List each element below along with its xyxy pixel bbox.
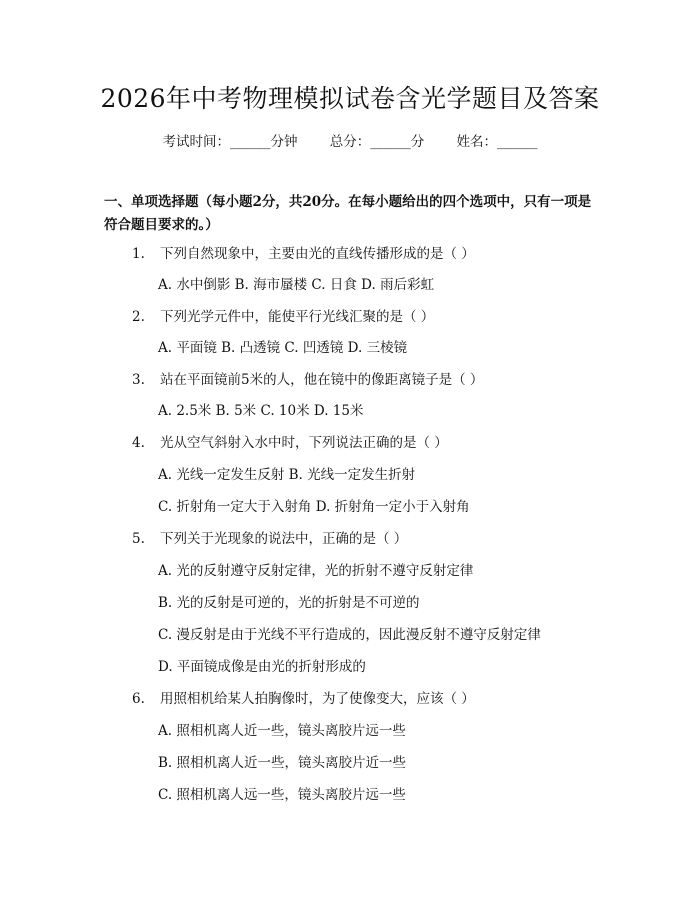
exam-name-field: 姓名：______ [456, 134, 538, 150]
question-5-option-d: D. 平面镜成像是由光的折射形成的 [158, 659, 366, 675]
page-title: 2026年中考物理模拟试卷含光学题目及答案 [100, 84, 600, 113]
question-5-option-b: B. 光的反射是可逆的，光的折射是不可逆的 [158, 595, 420, 611]
question-1 [132, 244, 475, 264]
question-4 [132, 433, 448, 453]
question-number: 4. [132, 435, 145, 451]
question-number: 6. [132, 691, 145, 707]
question-3-options: A. 2.5米 B. 5米 C. 10米 D. 15米 [158, 403, 364, 419]
exam-time: 考试时间：______分钟 [162, 134, 298, 150]
question-3 [132, 370, 483, 390]
question-text: 下列关于光现象的说法中，正确的是（ ） [160, 531, 408, 547]
question-text: 站在平面镜前5米的人，他在镜中的像距离镜子是（ ） [160, 372, 484, 388]
question-2-options: A. 平面镜 B. 凸透镜 C. 凹透镜 D. 三棱镜 [158, 340, 408, 356]
question-text: 用照相机给某人拍胸像时，为了使像变大，应该（ ） [160, 691, 475, 707]
question-2 [132, 307, 434, 327]
question-4-options-ab: A. 光线一定发生反射 B. 光线一定发生折射 [158, 467, 416, 483]
question-number: 5. [132, 531, 145, 547]
question-5-option-a: A. 光的反射遵守反射定律，光的折射不遵守反射定律 [158, 563, 474, 579]
question-6-option-a: A. 照相机离人近一些，镜头离胶片远一些 [158, 723, 406, 739]
question-text: 光从空气斜射入水中时，下列说法正确的是（ ） [160, 435, 448, 451]
question-6 [132, 689, 475, 709]
question-text: 下列自然现象中，主要由光的直线传播形成的是（ ） [160, 246, 475, 262]
question-4-options-cd: C. 折射角一定大于入射角 D. 折射角一定小于入射角 [158, 499, 470, 515]
question-text: 下列光学元件中，能使平行光线汇聚的是（ ） [160, 309, 435, 325]
exam-total-score: 总分：______分 [329, 134, 425, 150]
question-number: 2. [132, 309, 145, 325]
question-number: 1. [132, 246, 145, 262]
question-1-options: A. 水中倒影 B. 海市蜃楼 C. 日食 D. 雨后彩虹 [158, 277, 435, 293]
exam-info [0, 132, 700, 152]
question-6-option-c: C. 照相机离人远一些，镜头离胶片远一些 [158, 787, 406, 803]
question-6-option-b: B. 照相机离人近一些，镜头离胶片近一些 [158, 755, 407, 771]
question-5-option-c: C. 漫反射是由于光线不平行造成的，因此漫反射不遵守反射定律 [158, 627, 541, 643]
question-5 [132, 529, 407, 549]
question-number: 3. [132, 372, 145, 388]
section-heading: 一、单项选择题（每小题2分，共20分。在每小题给出的四个选项中，只有一项是符合题目要求的。） [104, 194, 592, 233]
